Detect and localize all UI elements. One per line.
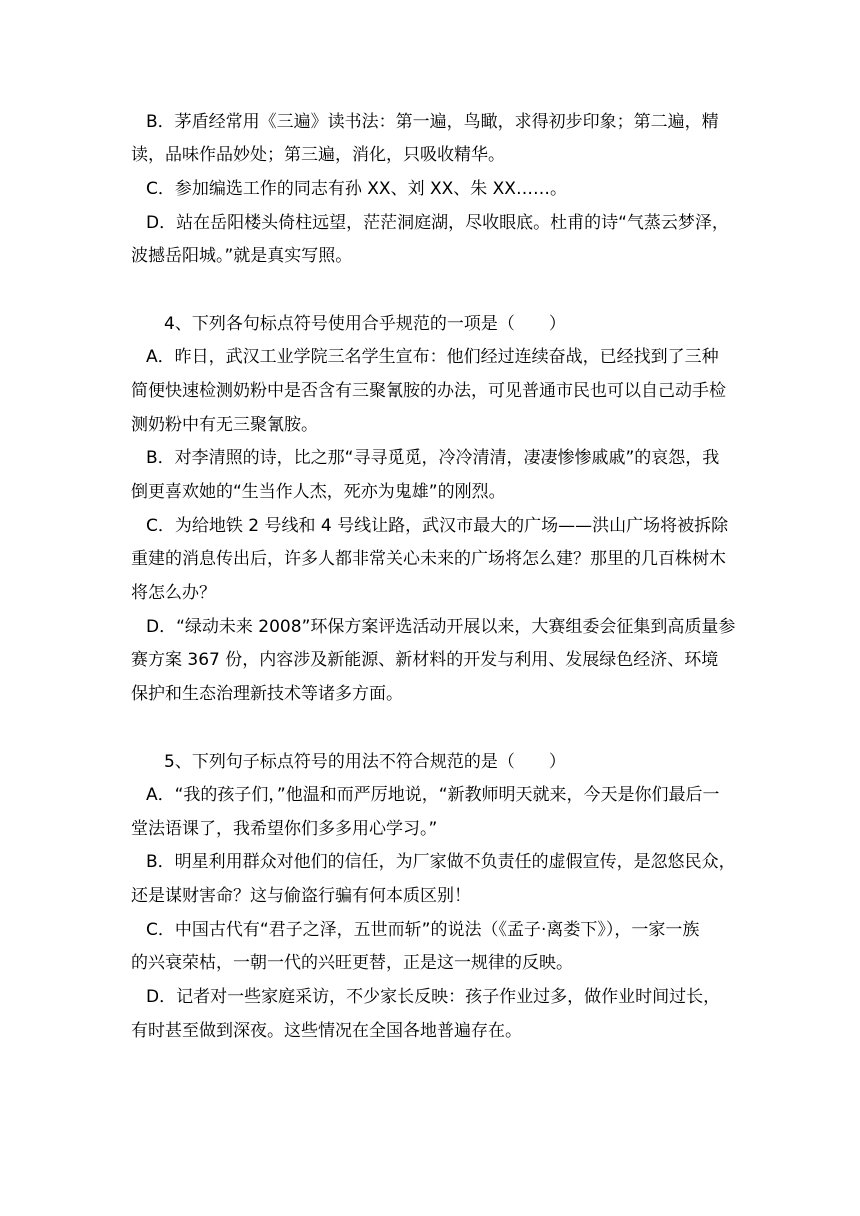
q4-option-d-line-3: 保护和生态治理新技术等诸多方面。 (131, 684, 403, 704)
option-d-line-1: D．站在岳阳楼头倚柱远望，茫茫洞庭湖，尽收眼底。杜甫的诗“气蒸云梦泽， (146, 213, 729, 233)
option-b-line-1: B．茅盾经常用《三遍》读书法：第一遍，鸟瞰，求得初步印象；第二遍，精 (146, 112, 719, 132)
option-b-line-2: 读，品味作品妙处；第三遍，消化，只吸收精华。 (131, 145, 505, 165)
question-4-title: 4、下列各句标点符号使用合乎规范的一项是（ ） (164, 314, 566, 334)
q4-option-a-line-3: 测奶粉中有无三聚氰胺。 (131, 415, 318, 435)
q4-option-a-line-1: A．昨日，武汉工业学院三名学生宣布：他们经过连续奋战，已经找到了三种 (146, 347, 719, 367)
q4-option-c-line-1: C．为给地铁 2 号线和 4 号线让路，武汉市最大的广场——洪山广场将被拆除 (146, 516, 729, 536)
q5-option-c-line-2: 的兴衰荣枯，一朝一代的兴旺更替，正是这一规律的反映。 (131, 953, 573, 973)
q5-option-d-line-2: 有时甚至做到深夜。这些情况在全国各地普遍存在。 (131, 1021, 522, 1041)
q4-option-c-line-2: 重建的消息传出后，许多人都非常关心未来的广场将怎么建？那里的几百株树木 (131, 549, 726, 569)
q4-option-c-line-3: 将怎么办？ (131, 583, 216, 603)
q5-option-a-line-2: 堂法语课了，我希望你们多多用心学习。” (131, 819, 438, 839)
option-d-line-2: 波撼岳阳城。”就是真实写照。 (131, 246, 353, 266)
q4-option-d-line-2: 赛方案 367 份，内容涉及新能源、新材料的开发与利用、发展绿色经济、环境 (131, 650, 719, 670)
q5-option-b-line-2: 还是谋财害命？这与偷盗行骗有何本质区别！ (131, 886, 471, 906)
q4-option-d-line-1: D．“绿动未来 2008”环保方案评选活动开展以来，大赛组委会征集到高质量参 (146, 617, 736, 637)
q5-option-d-line-1: D．记者对一些家庭采访，不少家长反映：孩子作业过多，做作业时间过长， (146, 987, 721, 1007)
q4-option-b-line-1: B．对李清照的诗，比之那“寻寻觅觅，冷冷清清，凄凄惨惨戚戚”的哀怨，我 (146, 448, 720, 468)
option-c-line-1: C．参加编选工作的同志有孙 XX、刘 XX、朱 XX……。 (146, 179, 567, 199)
question-5-title: 5、下列句子标点符号的用法不符合规范的是（ ） (164, 752, 566, 772)
q4-option-b-line-2: 倒更喜欢她的“生当作人杰，死亦为鬼雄”的刚烈。 (131, 482, 506, 502)
q5-option-a-line-1: A．“我的孩子们，”他温和而严厉地说，“新教师明天就来，今天是你们最后一 (146, 785, 720, 805)
q5-option-c-line-1: C．中国古代有“君子之泽，五世而斩”的说法（《孟子·离娄下》），一家一族 (146, 920, 700, 940)
q4-option-a-line-2: 简便快速检测奶粉中是否含有三聚氰胺的办法，可见普通市民也可以自己动手检 (131, 381, 726, 401)
q5-option-b-line-1: B．明星利用群众对他们的信任，为厂家做不负责任的虚假宣传，是忽悠民众， (146, 852, 736, 872)
